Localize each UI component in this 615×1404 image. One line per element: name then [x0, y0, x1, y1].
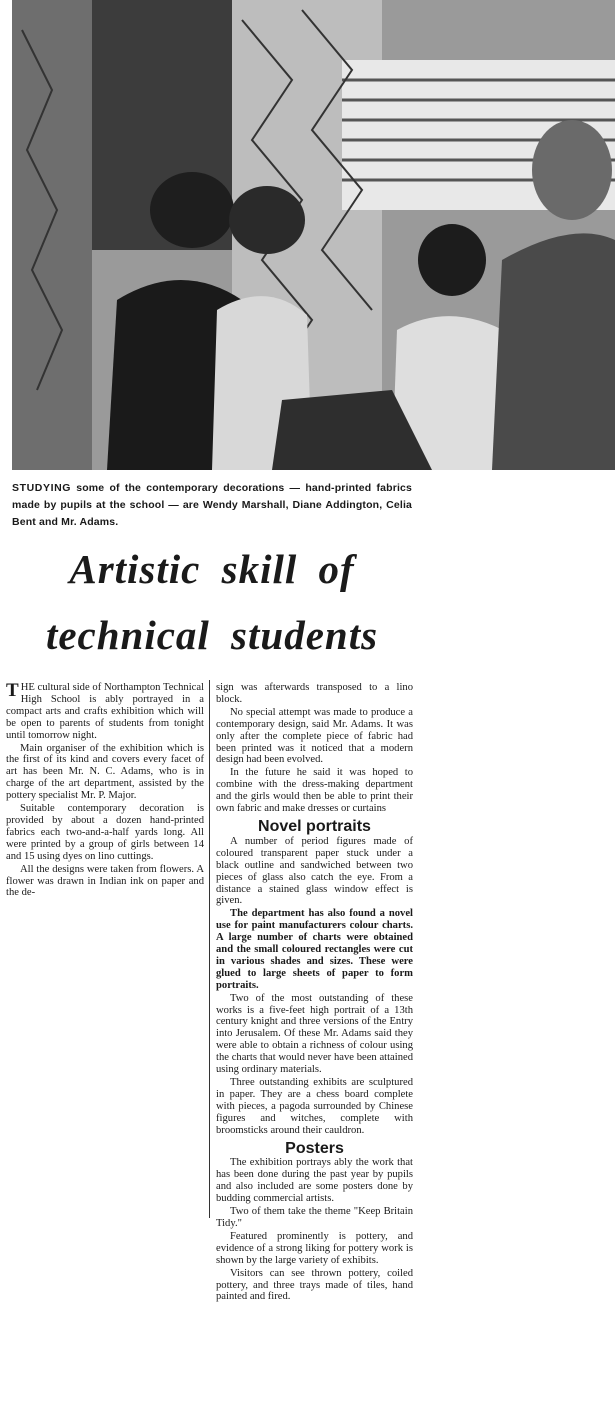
headline-line-2: technical students [45, 612, 379, 658]
paragraph: Suitable contemporary decoration is provided by about a dozen hand-printed fabrics each two-and-a-half yards long. All were printed by a group of girls between 14 and 15 using dyes on lino cuttings. [6, 803, 204, 862]
news-photo [12, 0, 615, 470]
photo-illustration [12, 0, 615, 470]
paragraph [6, 682, 204, 742]
photo-caption [12, 480, 412, 531]
paragraph: The exhibition portrays ably the work that has been done during the past year by pupils and also included are some posters done by budding commercial artists. [216, 1157, 413, 1205]
headline-line-1: Artistic skill of [69, 546, 355, 592]
paragraph: The department has also found a novel use for paint manufacturers colour charts. A large number of charts were obtained and the small coloured rectangles were cut in various shades and sizes. These were glued to large sheets of paper to form portraits. [216, 908, 413, 991]
paragraph: Two of them take the theme "Keep Britain Tidy." [216, 1206, 413, 1229]
caption-text: some of the contemporary decorations — hand-printed fabrics made by pupils at the school — are Wendy Marshall, Diane Addington, Celia Bent and Mr. Adams. [12, 482, 412, 528]
paragraph: All the designs were taken from flowers. A flower was drawn in Indian ink on paper and the de- [6, 863, 204, 899]
paragraph: In the future he said it was hoped to combine with the dress-making department and the girls would then be able to print their own fabric and make dresses or curtains [216, 767, 413, 815]
subheading-novel-portraits: Novel portraits [258, 817, 371, 835]
paragraph: sign was afterwards transposed to a lino block. [216, 682, 413, 705]
drop-cap: T [6, 680, 19, 701]
paragraph: No special attempt was made to produce a contemporary design, said Mr. Adams. It was only after the complete piece of fabric had been printed was it noticed that a modern design had been evolved. [216, 706, 413, 766]
column-divider [209, 680, 210, 1218]
paragraph: Main organiser of the exhibition which is the first of its kind and covers every facet of art has been Mr. N. C. Adams, who is in charge of the art department, assisted by the pottery specialist Mr. P. Major. [6, 742, 204, 802]
headline [12, 536, 412, 668]
subheading-posters: Posters [285, 1139, 344, 1157]
paragraph: Featured prominently is pottery, and evidence of a strong liking for pottery work is shown by the large variety of exhibits. [216, 1230, 413, 1266]
paragraph: Visitors can see thrown pottery, coiled pottery, and three trays made of tiles, hand painted and fired. [216, 1267, 413, 1303]
paragraph: Three outstanding exhibits are sculptured in paper. They are a chess board complete with pieces, a pagoda surrounded by Chinese figures and witches, complete with broomsticks around their cauldron. [216, 1077, 413, 1136]
article-column-1 [6, 682, 204, 900]
paragraph: A number of period figures made of coloured transparent paper stuck under a black outline and sandwiched between two pieces of glass also catch the eye. From a distance a stained glass window effect is given. [216, 835, 413, 907]
paragraph-text: HE cultural side of Northampton Technical High School is ably portrayed in a compact arts and crafts exhibition which will be open to parents of students from tonight until tomorrow night. [6, 682, 204, 741]
caption-lead: STUDYING [12, 482, 72, 494]
paragraph: Two of the most outstanding of these works is a five-feet high portrait of a 13th century knight and three versions of the Entry into Jerusalem. Of these Mr. Adams said they were able to obtain a richness of colour using the charts that would never have been attained using ordinary materials. [216, 992, 413, 1076]
article-column-2 [216, 682, 413, 1304]
